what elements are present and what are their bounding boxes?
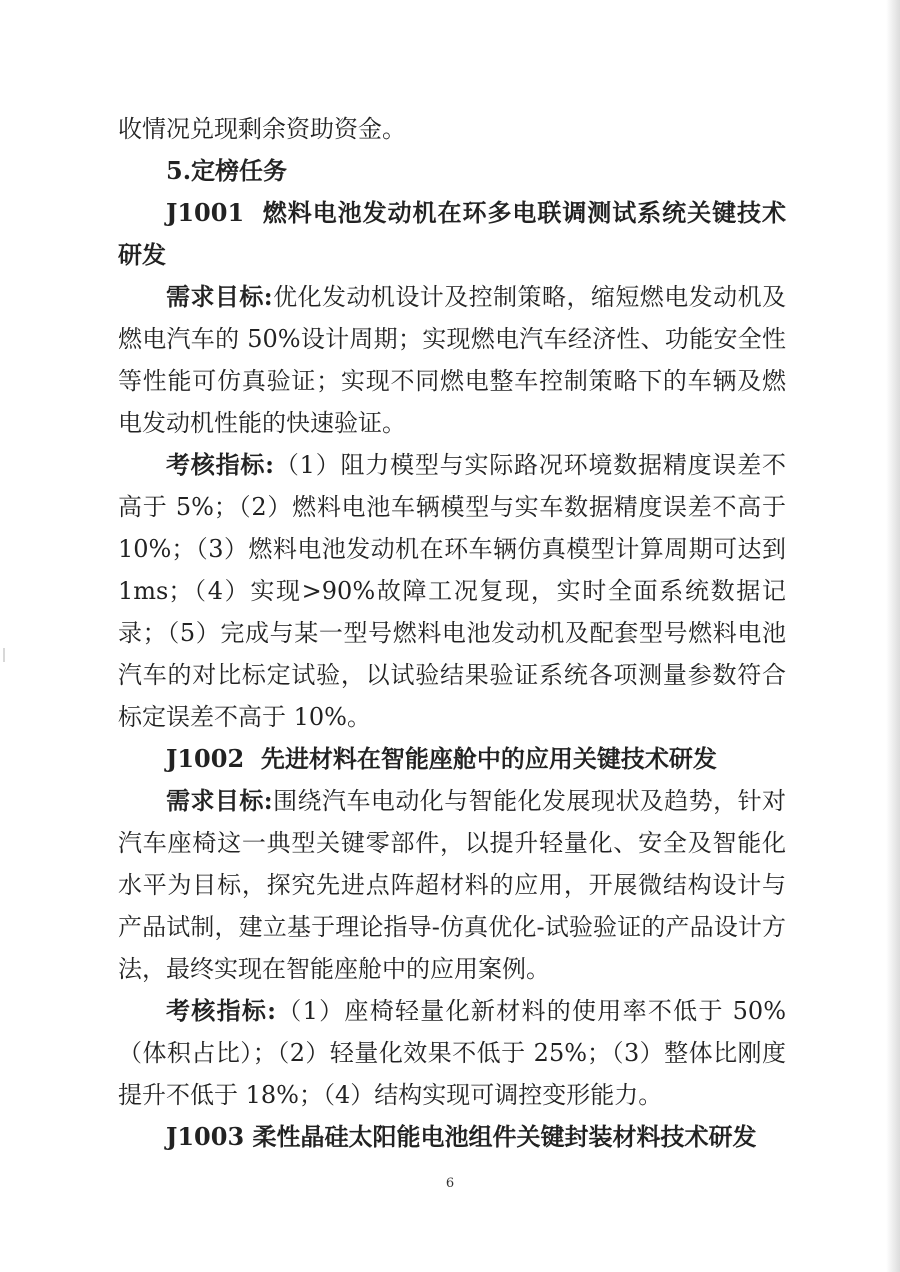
indicator-paragraph-j1001 [118,444,786,738]
requirement-paragraph-j1002 [118,780,786,990]
requirement-label: 需求目标: [166,786,273,815]
section-heading-text: 5.定榜任务 [166,156,288,185]
requirement-text: 优化发动机设计及控制策略，缩短燃电发动机及燃电汽车的 50%设计周期；实现燃电汽车经济性、功能安全性等性能可仿真验证；实现不同燃电整车控制策略下的车辆及燃电发动机性能的快速验证。 [118,283,787,437]
indicator-text: （1）阻力模型与实际路况环境数据精度误差不高于 5%；（2）燃料电池车辆模型与实车数据精度误差不高于 10%；（3）燃料电池发动机在环车辆仿真模型计算周期可达到 1ms；（4）实现>90%故障工况复现，实时全面系统数据记录；（5）完成与某一型号燃料电池发动机及配套型号燃料电池汽车的对比标定试验，以试验结果验证系统各项测量参数符合标定误差不高于 10%。 [118,451,786,731]
indicator-label: 考核指标: [166,996,277,1025]
task-heading-j1002 [118,738,786,780]
section-heading [118,150,786,192]
indicator-text: （1）座椅轻量化新材料的使用率不低于 50%（体积占比）；（2）轻量化效果不低于 25%；（3）整体比刚度提升不低于 18%；（4）结构实现可调控变形能力。 [118,997,786,1109]
task-title: 先进材料在智能座舱中的应用关键技术研发 [260,744,717,773]
task-title: 燃料电池发动机在环多电联调测试系统关键技术研发 [118,198,786,269]
page-number: 6 [445,1176,455,1191]
task-code: J1002 [166,744,245,773]
indicator-label: 考核指标: [166,450,275,479]
requirement-label: 需求目标: [166,282,273,311]
task-code: J1001 [166,198,245,227]
task-heading-j1003 [118,1116,786,1158]
scan-mark [3,648,5,662]
indicator-paragraph-j1002 [118,990,786,1116]
task-code: J1003 [166,1122,245,1151]
paragraph-continuation [118,108,786,150]
requirement-paragraph-j1001 [118,276,786,444]
paragraph-text: 收情况兑现剩余资助资金。 [118,115,406,143]
document-body [118,108,786,1158]
task-heading-j1001 [118,192,786,276]
requirement-text: 围绕汽车电动化与智能化发展现状及趋势，针对汽车座椅这一典型关键零部件，以提升轻量化、安全及智能化水平为目标，探究先进点阵超材料的应用，开展微结构设计与产品试制，建立基于理论指导-仿真优化-试验验证的产品设计方法，最终实现在智能座舱中的应用案例。 [118,787,787,983]
scan-shadow-edge [886,0,900,1272]
task-title: 柔性晶硅太阳能电池组件关键封装材料技术研发 [252,1122,757,1151]
